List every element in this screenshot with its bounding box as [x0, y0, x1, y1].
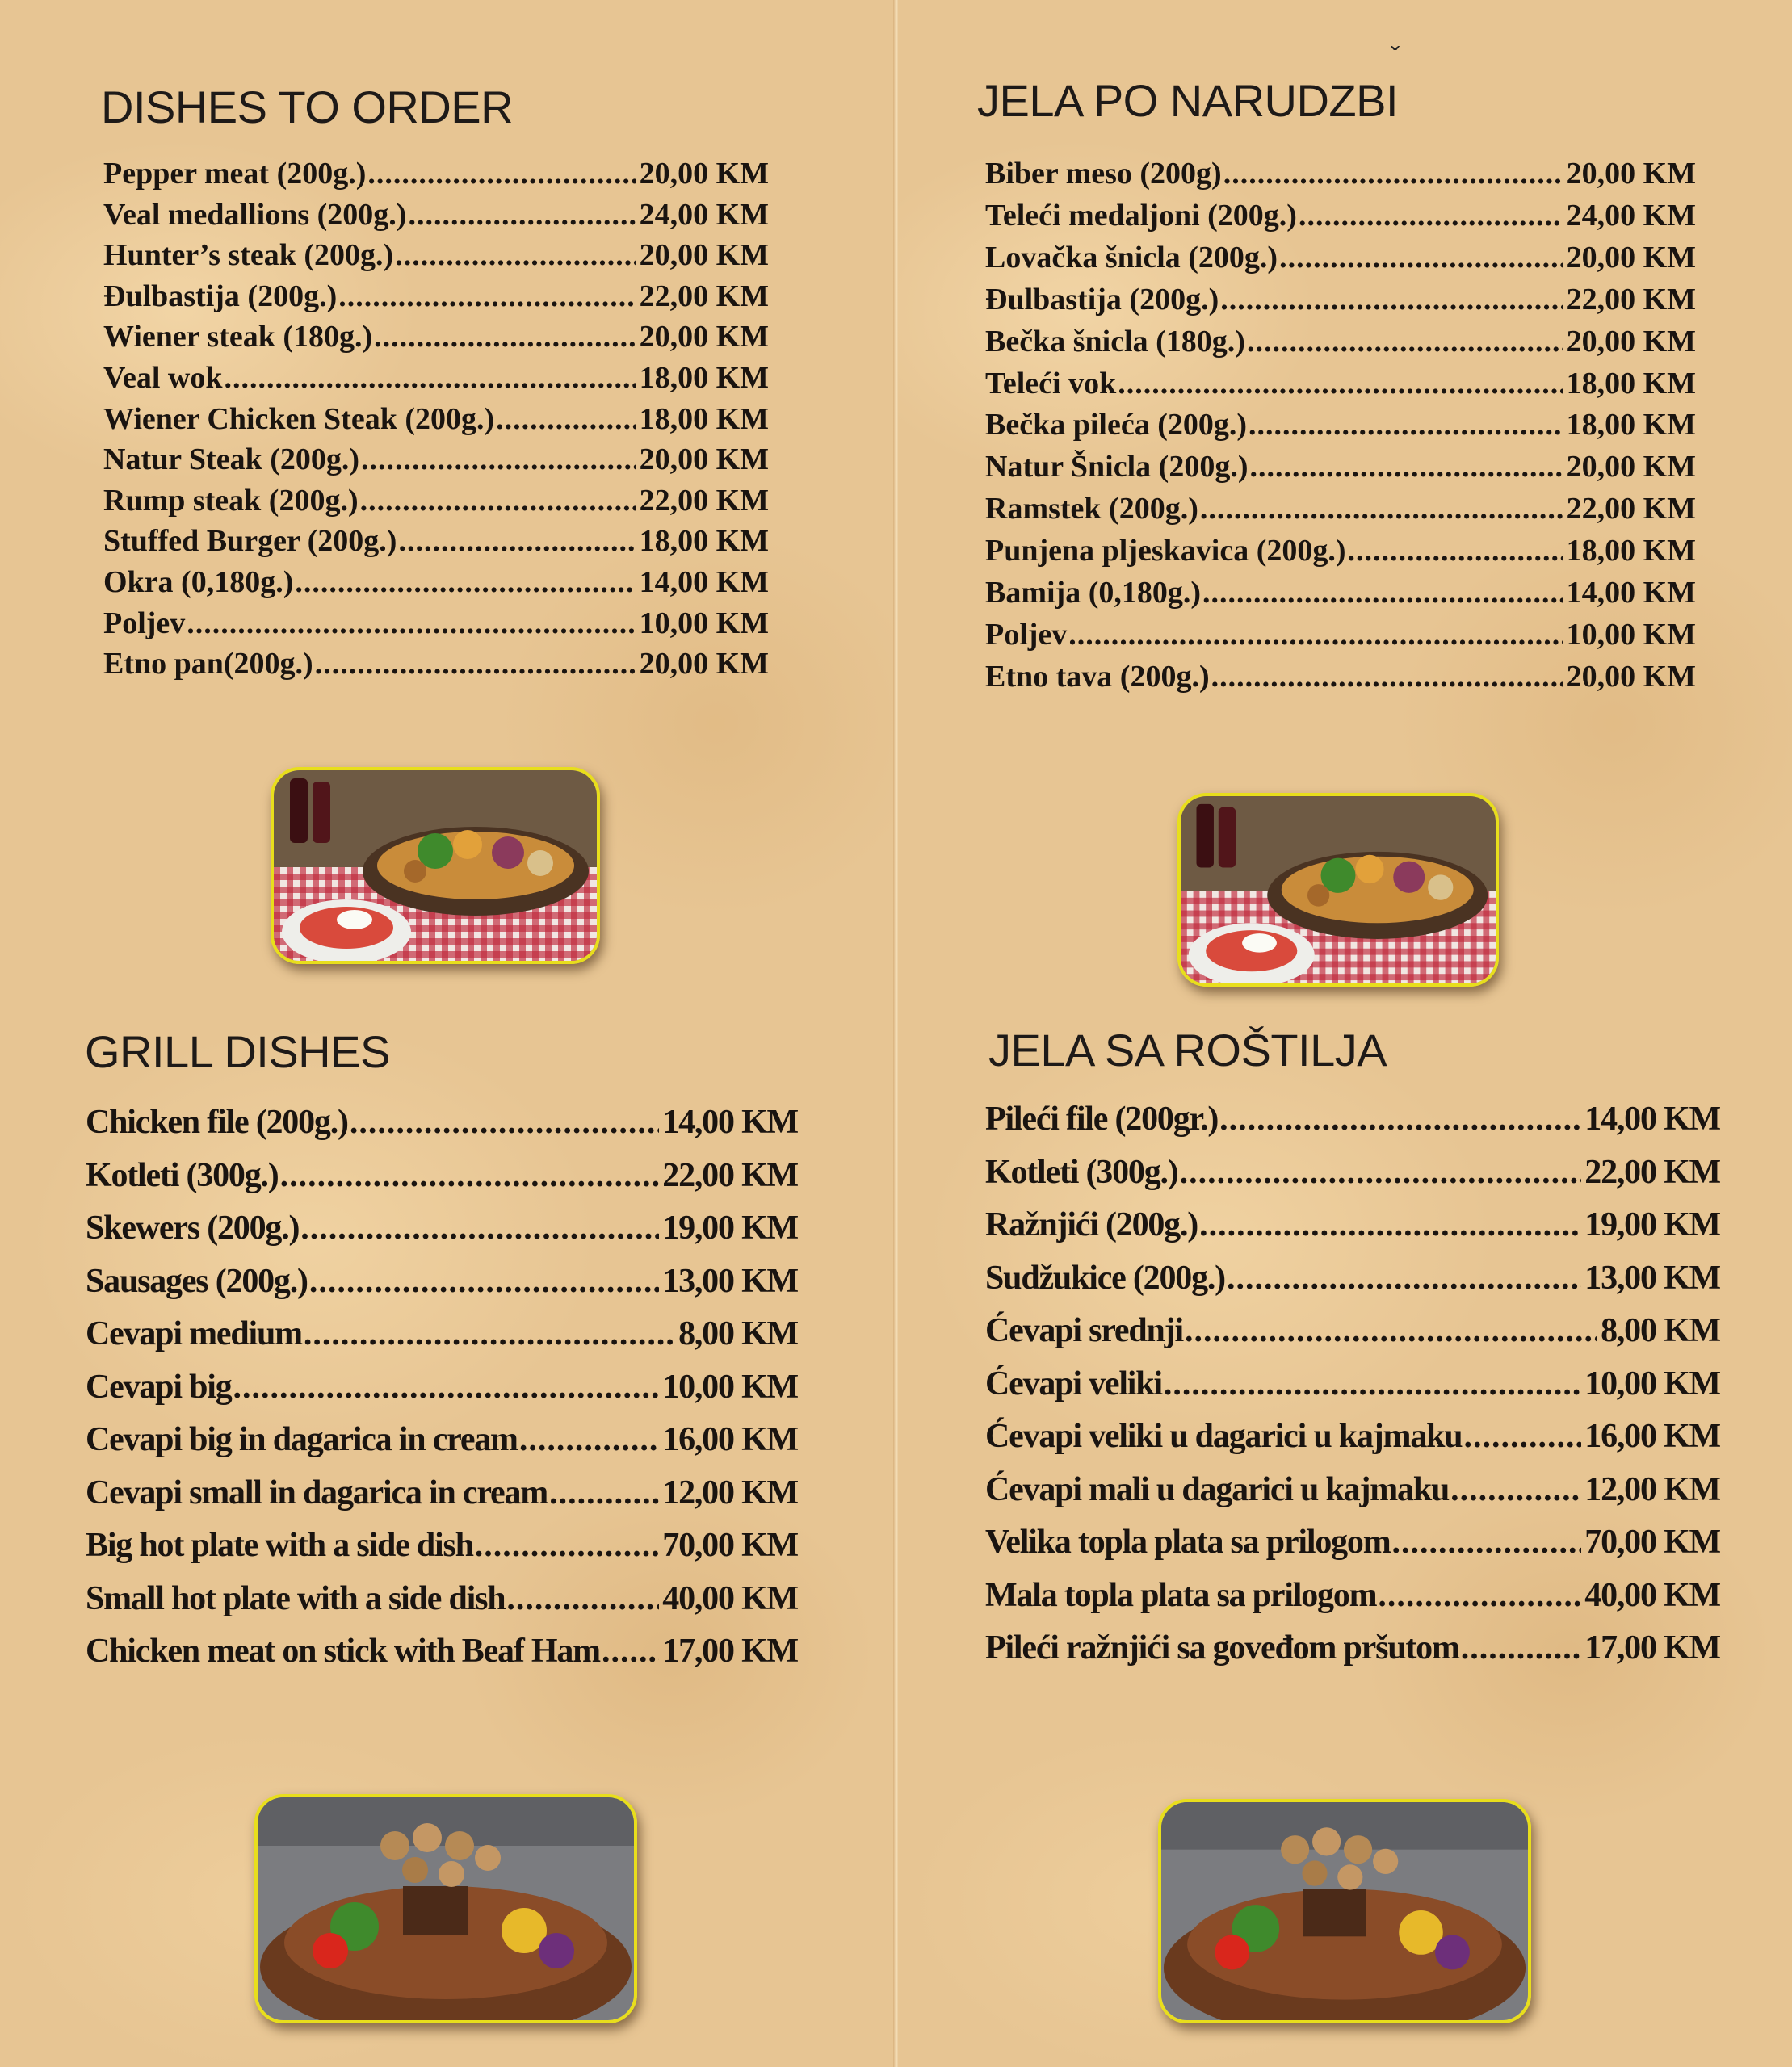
menu-item-price: 19,00 KM — [1584, 1206, 1720, 1243]
dot-leader — [1450, 1464, 1581, 1517]
menu-item — [985, 405, 1696, 447]
menu-item-price: 17,00 KM — [662, 1633, 798, 1670]
dot-leader — [1227, 1252, 1581, 1306]
dot-leader — [1249, 405, 1563, 447]
menu-item-price: 10,00 KM — [1584, 1365, 1720, 1402]
menu-item-price: 20,00 KM — [639, 320, 769, 354]
dot-leader — [1378, 1570, 1581, 1623]
menu-item-price: 10,00 KM — [639, 606, 769, 640]
menu-item-name: Chicken file (200g.) — [86, 1104, 348, 1141]
menu-item — [86, 1308, 798, 1361]
menu-item-price: 24,00 KM — [639, 197, 769, 232]
menu-item-name: Natur Šnicla (200g.) — [985, 450, 1249, 484]
menu-item-price: 18,00 KM — [1566, 408, 1696, 442]
dot-leader — [295, 562, 636, 603]
menu-item — [103, 562, 769, 603]
menu-item — [103, 603, 769, 644]
dot-leader — [475, 1520, 660, 1573]
menu-page-english — [0, 0, 895, 2067]
menu-item-name: Poljev — [103, 606, 186, 640]
menu-item — [103, 235, 769, 276]
menu-item-name: Cevapi big — [86, 1368, 232, 1406]
menu-item-name: Etno pan(200g.) — [103, 647, 313, 681]
menu-item-name: Cevapi big in dagarica in cream — [86, 1421, 518, 1458]
menu-item-price: 14,00 KM — [1584, 1101, 1720, 1138]
dot-leader — [1199, 1199, 1581, 1252]
dot-leader — [315, 644, 636, 685]
menu-item-name: Cevapi medium — [86, 1315, 302, 1352]
menu-item-name: Bečka šnicla (180g.) — [985, 324, 1245, 358]
menu-item-price: 18,00 KM — [639, 360, 769, 395]
menu-item — [985, 321, 1696, 363]
menu-item-name: Hunter’s steak (200g.) — [103, 238, 394, 273]
dot-leader — [374, 317, 636, 358]
menu-item-price: 18,00 KM — [1566, 534, 1696, 568]
menu-item-name: Ćevapi mali u dagarici u kajmaku — [985, 1470, 1450, 1508]
menu-item — [103, 195, 769, 236]
menu-item-name: Kotleti (300g.) — [86, 1156, 279, 1194]
menu-item — [985, 1464, 1720, 1517]
menu-item — [103, 317, 769, 358]
dot-leader — [350, 1096, 659, 1150]
dot-leader — [1249, 447, 1563, 488]
menu-item-price: 18,00 KM — [639, 524, 769, 559]
menu-item-name: Ćevapi srednji — [985, 1312, 1183, 1349]
menu-item — [985, 1305, 1720, 1358]
dot-leader — [1223, 153, 1563, 195]
menu-item — [985, 572, 1696, 614]
dot-leader — [300, 1202, 659, 1256]
menu-item-name: Etno tava (200g.) — [985, 659, 1210, 694]
menu-item-price: 24,00 KM — [1566, 198, 1696, 233]
dot-leader — [360, 480, 636, 522]
platter-image-2 — [1181, 796, 1496, 983]
menu-item — [985, 237, 1696, 279]
menu-item-price: 8,00 KM — [1601, 1312, 1720, 1349]
menu-item-name: Teleći medaljoni (200g.) — [985, 198, 1297, 233]
menu-item — [103, 399, 769, 440]
menu-item-price: 18,00 KM — [639, 401, 769, 436]
dot-leader — [224, 358, 636, 399]
menu-item-price: 18,00 KM — [1566, 366, 1696, 400]
dot-leader — [309, 1256, 659, 1309]
menu-item-name: Cevapi small in dagarica in cream — [86, 1474, 548, 1511]
jela-sa-rostilja-list — [985, 1093, 1720, 1675]
menu-page-bosnian — [898, 0, 1792, 2067]
menu-item — [86, 1520, 798, 1573]
menu-item — [985, 363, 1696, 405]
dot-leader — [187, 603, 636, 644]
menu-item-price: 20,00 KM — [1566, 324, 1696, 358]
menu-item — [985, 1622, 1720, 1675]
menu-item — [985, 447, 1696, 488]
dot-leader — [1348, 530, 1563, 572]
menu-item-price: 70,00 KM — [662, 1527, 798, 1564]
menu-item-price: 13,00 KM — [1584, 1259, 1720, 1297]
menu-item — [86, 1361, 798, 1415]
menu-item-name: Pileći file (200gr.) — [985, 1101, 1219, 1138]
menu-item-price: 14,00 KM — [639, 564, 769, 599]
menu-item-name: Big hot plate with a side dish — [86, 1527, 473, 1564]
menu-item-name: Okra (0,180g.) — [103, 564, 294, 599]
menu-item-price: 20,00 KM — [639, 238, 769, 273]
menu-item-name: Đulbastija (200g.) — [103, 279, 338, 313]
menu-item-name: Skewers (200g.) — [86, 1210, 300, 1247]
menu-item — [985, 279, 1696, 321]
menu-item — [86, 1625, 798, 1679]
menu-item — [86, 1256, 798, 1309]
menu-item-name: Pileći ražnjići sa goveđom pršutom — [985, 1629, 1459, 1667]
platter-image — [274, 770, 597, 961]
dot-leader — [602, 1625, 659, 1679]
section-title-grill-dishes: GRILL DISHES — [85, 1026, 390, 1077]
dot-leader — [1164, 1358, 1581, 1411]
menu-item-price: 70,00 KM — [1584, 1524, 1720, 1561]
dot-leader — [1463, 1411, 1581, 1464]
menu-item-name: Lovačka šnicla (200g.) — [985, 240, 1278, 275]
dot-leader — [1461, 1622, 1582, 1675]
menu-item — [86, 1202, 798, 1256]
menu-item — [985, 1411, 1720, 1464]
dot-leader — [398, 521, 636, 562]
menu-item-name: Mala topla plata sa prilogom — [985, 1576, 1377, 1614]
menu-item — [985, 1516, 1720, 1570]
menu-item-price: 40,00 KM — [1584, 1576, 1720, 1614]
menu-item — [985, 614, 1696, 656]
menu-item-price: 14,00 KM — [1566, 576, 1696, 610]
section-title-jela-po-narudzbi: JELA PO NARUDZBI — [977, 75, 1399, 126]
menu-item — [985, 1199, 1720, 1252]
menu-item — [985, 1570, 1720, 1623]
menu-item — [86, 1096, 798, 1150]
food-photo-grill-plate-2 — [1158, 1799, 1531, 2023]
dot-leader — [519, 1414, 659, 1467]
menu-item-name: Ćevapi veliki u dagarici u kajmaku — [985, 1418, 1463, 1455]
dot-leader — [367, 153, 636, 195]
dot-leader — [1392, 1516, 1582, 1570]
menu-item-price: 16,00 KM — [662, 1421, 798, 1458]
menu-item-price: 12,00 KM — [1584, 1470, 1720, 1508]
menu-item-name: Kotleti (300g.) — [985, 1153, 1178, 1191]
menu-item-name: Pepper meat (200g.) — [103, 157, 367, 191]
grill-dishes-list — [86, 1096, 798, 1679]
menu-item-price: 20,00 KM — [1566, 450, 1696, 484]
dot-leader — [361, 439, 636, 480]
menu-item-name: Veal wok — [103, 360, 223, 395]
menu-item — [86, 1573, 798, 1626]
menu-item — [985, 1093, 1720, 1147]
menu-item-price: 12,00 KM — [662, 1474, 798, 1511]
menu-item-price: 22,00 KM — [662, 1156, 798, 1194]
menu-item — [985, 153, 1696, 195]
menu-item-name: Sudžukice (200g.) — [985, 1259, 1225, 1297]
dot-leader — [1200, 488, 1563, 530]
food-photo-grill-plate — [254, 1794, 637, 2023]
section-title-dishes-to-order: DISHES TO ORDER — [101, 82, 514, 132]
dot-leader — [496, 399, 636, 440]
menu-item-price: 14,00 KM — [662, 1104, 798, 1141]
dot-leader — [1068, 614, 1563, 656]
menu-item-name: Biber meso (200g) — [985, 157, 1222, 191]
menu-item — [985, 488, 1696, 530]
menu-item-name: Ćevapi veliki — [985, 1365, 1162, 1402]
menu-item-name: Chicken meat on stick with Beaf Ham — [86, 1633, 600, 1670]
menu-item-name: Rump steak (200g.) — [103, 483, 359, 518]
dot-leader — [1247, 321, 1563, 363]
menu-item — [985, 530, 1696, 572]
dishes-to-order-list — [103, 153, 769, 685]
menu-item-price: 20,00 KM — [1566, 659, 1696, 694]
menu-item — [103, 480, 769, 522]
menu-item-price: 8,00 KM — [678, 1315, 798, 1352]
food-photo-platter-2 — [1177, 793, 1499, 987]
menu-item-price: 22,00 KM — [639, 279, 769, 313]
menu-item-price: 22,00 KM — [639, 483, 769, 518]
menu-item-price: 20,00 KM — [639, 442, 769, 477]
dot-leader — [304, 1308, 675, 1361]
dot-leader — [1202, 572, 1563, 614]
menu-item-price: 40,00 KM — [662, 1579, 798, 1617]
menu-item-price: 13,00 KM — [662, 1262, 798, 1300]
dot-leader — [338, 276, 636, 317]
menu-item — [985, 195, 1696, 237]
dot-leader — [1279, 237, 1563, 279]
dot-leader — [1220, 279, 1563, 321]
grill-plate-image-2 — [1161, 1802, 1528, 2020]
menu-item — [103, 521, 769, 562]
menu-item — [103, 276, 769, 317]
menu-item-name: Đulbastija (200g.) — [985, 282, 1219, 317]
menu-item — [86, 1150, 798, 1203]
menu-item — [103, 153, 769, 195]
menu-item-price: 10,00 KM — [1566, 617, 1696, 652]
menu-item — [86, 1467, 798, 1520]
menu-item — [985, 656, 1696, 698]
menu-item-name: Ramstek (200g.) — [985, 492, 1198, 526]
food-photo-platter — [271, 767, 600, 964]
menu-item-price: 19,00 KM — [662, 1210, 798, 1247]
section-title-jela-sa-rostilja: JELA SA ROŠTILJA — [988, 1025, 1387, 1075]
dot-leader — [1185, 1305, 1597, 1358]
menu-item-name: Wiener steak (180g.) — [103, 320, 373, 354]
dot-leader — [280, 1150, 660, 1203]
menu-item-name: Poljev — [985, 617, 1068, 652]
jela-po-narudzbi-list — [985, 153, 1696, 698]
menu-item-name: Natur Steak (200g.) — [103, 442, 360, 477]
menu-item-name: Teleći vok — [985, 366, 1117, 400]
menu-item-price: 17,00 KM — [1584, 1629, 1720, 1667]
menu-item-name: Sausages (200g.) — [86, 1262, 308, 1300]
menu-item — [103, 439, 769, 480]
menu-item-price: 22,00 KM — [1566, 492, 1696, 526]
grill-plate-image — [258, 1797, 634, 2020]
dot-leader — [1299, 195, 1563, 237]
dot-leader — [1180, 1147, 1582, 1200]
menu-item — [985, 1147, 1720, 1200]
menu-item-name: Ražnjići (200g.) — [985, 1206, 1198, 1243]
dot-leader — [395, 235, 636, 276]
menu-item-name: Veal medallions (200g.) — [103, 197, 407, 232]
dot-leader — [506, 1573, 659, 1626]
menu-item-name: Stuffed Burger (200g.) — [103, 524, 397, 559]
menu-item-name: Bečka pileća (200g.) — [985, 408, 1248, 442]
menu-item-price: 22,00 KM — [1566, 282, 1696, 317]
dot-leader — [1219, 1093, 1581, 1147]
menu-item-price: 20,00 KM — [1566, 240, 1696, 275]
menu-item — [985, 1252, 1720, 1306]
menu-item-name: Wiener Chicken Steak (200g.) — [103, 401, 495, 436]
menu-item-price: 20,00 KM — [1566, 157, 1696, 191]
title-caron-mark: ˇ — [1391, 42, 1400, 73]
menu-item — [86, 1414, 798, 1467]
menu-item — [103, 358, 769, 399]
dot-leader — [1211, 656, 1563, 698]
dot-leader — [549, 1467, 659, 1520]
menu-item-name: Bamija (0,180g.) — [985, 576, 1202, 610]
dot-leader — [233, 1361, 660, 1415]
menu-item — [103, 644, 769, 685]
dot-leader — [1118, 363, 1563, 405]
menu-item-price: 22,00 KM — [1584, 1153, 1720, 1191]
menu-item-name: Small hot plate with a side dish — [86, 1579, 506, 1617]
menu-item-price: 20,00 KM — [639, 157, 769, 191]
menu-item-price: 10,00 KM — [662, 1368, 798, 1406]
menu-item-name: Punjena pljeskavica (200g.) — [985, 534, 1346, 568]
menu-item — [985, 1358, 1720, 1411]
menu-item-name: Velika topla plata sa prilogom — [985, 1524, 1391, 1561]
menu-item-price: 16,00 KM — [1584, 1418, 1720, 1455]
menu-item-price: 20,00 KM — [639, 647, 769, 681]
dot-leader — [408, 195, 636, 236]
